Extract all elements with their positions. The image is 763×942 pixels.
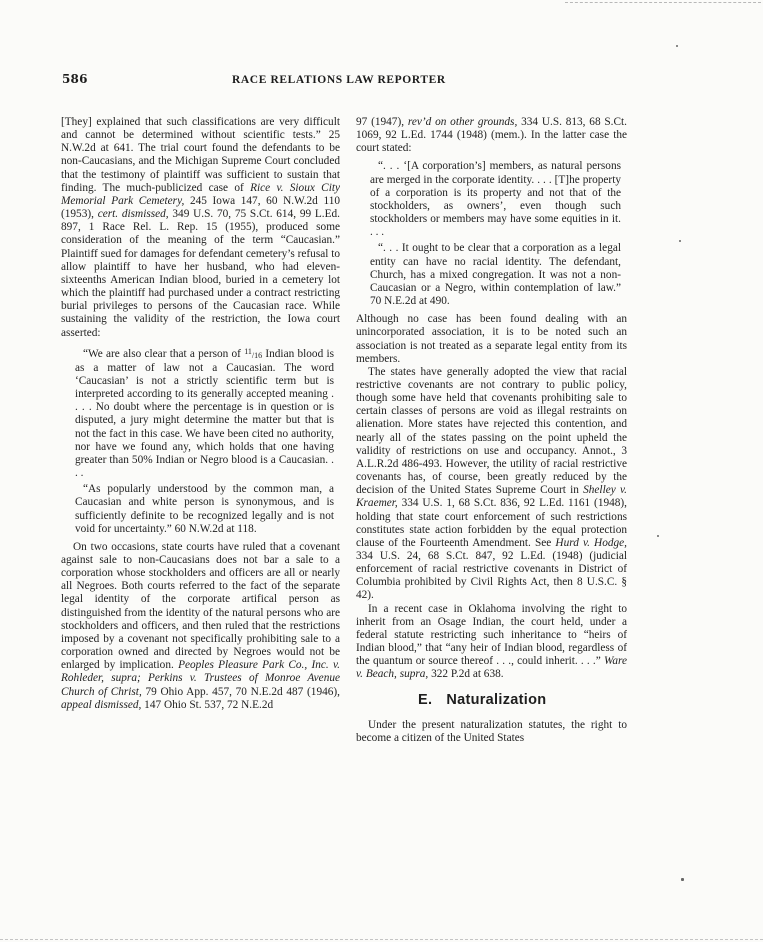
right-paragraph-1 [356, 116, 627, 155]
block-quote-iowa [61, 345, 340, 536]
text-run: 97 (1947), [356, 116, 408, 128]
scan-speck [681, 878, 684, 881]
top-scan-rule [565, 2, 761, 3]
procedural-history: appeal dismissed, [61, 698, 142, 711]
quote-paragraph: “We are also clear that a person of $^{11}$/16 Indian blood is as a matter of law not a Caucasian. The word ‘Caucasian’ is not a strictly scientific term but is interpreted according to its generally accepted meaning . . . . No doubt where the percentage is in question or is disputed, a jury might determine the matter but that is not the fact in this case. We have been cited no authority, nor have we found any, which holds that one having greater than 50% Indian or Negro blood is a Caucasian. . . . [75, 346, 334, 480]
text-run: 79 Ohio App. 457, 70 N.E.2d 487 (1946), [141, 685, 340, 698]
running-head: RACE RELATIONS LAW REPORTER [232, 74, 446, 86]
procedural-history: rev’d on other grounds, [407, 116, 518, 128]
right-paragraph-5: Under the present naturalization statutes, the right to become a citizen of the United States [356, 718, 627, 744]
fraction-numerator: 11 [244, 346, 252, 356]
text-run: [They] explained that such classifications are very difficult and cannot be determined without scientific tests.” 25 N.W.2d at 641. The trial court found the defendants to be non-Caucasians, and the Michigan Supreme Court concluded that the testimony of plaintiff was sufficient to sustain that finding. The much-publicized case of [61, 116, 340, 194]
left-paragraph-1 [61, 116, 340, 340]
text-run: 322 P.2d at 638. [428, 668, 504, 681]
fraction-denominator: 16 [254, 350, 263, 360]
quote-paragraph: “. . . It ought to be clear that a corporation as a legal entity can have no racial identity. The defendant, Church, has a mixed congregation. It was not a non-Caucasian or a Negro, within contemplation of law.” 70 N.E.2d at 490. [370, 242, 621, 308]
right-paragraph-2: Although no case has been found dealing with an unincorporated association, it is to be noted such an association is not treated as a separate legal entity from its members. [356, 313, 627, 365]
scan-speck [657, 535, 659, 537]
case-citation: Peoples Pleasure Park Co., Inc. v. Rohleder, supra; Perkins v. Trustees of Monroe Avenue Church of Christ, [61, 659, 340, 698]
text-run: 147 Ohio St. 537, 72 N.E.2d [141, 698, 274, 711]
text-run: 334 U.S. 1, 68 S.Ct. 836, 92 L.Ed. 1161 (1948), holding that state court enforcement of such restrictions constitutes state action forbidden by the equal protection clause of the Fourteenth Amendment. See [356, 497, 627, 549]
procedural-history: cert. dismissed, [97, 208, 169, 221]
block-quote-ohio [356, 160, 627, 308]
text-run: In a recent case in Oklahoma involving the right to inherit from an Osage Indian, the court held, under a federal statute restricting such inheritance to “heirs of Indian blood,” that “any heir of Indian blood, regardless of the quantum or source thereof . . ., could inherit. . . .” [356, 602, 627, 668]
right-paragraph-3 [356, 366, 627, 603]
scan-speck [679, 240, 681, 242]
section-letter: E. [418, 691, 433, 708]
quote-paragraph: “. . . ‘[A corporation’s] members, as natural persons are merged in the corporate identity. . . . [T]he property of a corporation is its property and not that of the stockholders, as owners’, even though such stockholders or members may have some equities in it. . . . [370, 160, 621, 239]
left-column [61, 116, 340, 712]
case-citation: Rice v. Sioux City Memorial Park Cemetery, [61, 181, 340, 207]
quote-paragraph: “As popularly understood by the common man, a Caucasian and white person is synonymous, and is sufficiently definite to be recognized legally and is not void for uncertainty.” 60 N.W.2d at 118. [75, 483, 334, 535]
right-column [356, 116, 627, 745]
page-number: 586 [62, 72, 88, 86]
text-run: Indian blood is as a matter of law not a Caucasian. The word ‘Caucasian’ is not a strictly scientific term but is interpreted according to its generally accepted meaning . . . . No doubt where the percentage is in question or is disputed, a jury might determine the matter but that is not the fact in this case. We have been cited no authority, nor have we found any, which holds that one having greater than 50% Indian or Negro blood is a Caucasian. . . . [75, 347, 334, 480]
text-run: 245 Iowa 147, 60 N.W.2d 110 (1953), [61, 194, 341, 221]
case-citation: Shelley v. Kraemer, [356, 484, 627, 510]
scan-speck [676, 45, 678, 47]
text-run: 334 U.S. 813, 68 S.Ct. 1069, 92 L.Ed. 1744 (1948) (mem.). In the latter case the court stated: [356, 116, 628, 155]
case-citation: Ware v. Beach, supra, [356, 655, 627, 681]
case-citation: Hurd v. Hodge, [555, 536, 627, 549]
bottom-scan-rule [0, 939, 763, 940]
text-run: “We are also clear that a person of [83, 347, 245, 360]
section-heading [418, 691, 627, 708]
text-run: The states have generally adopted the view that racial restrictive covenants are not contrary to public policy, though some have held that covenants prohibiting sale to certain classes of persons are void as illegal restraints on alienation. More states have rejected this contention, and nearly all of the states passing on the point upheld the validity of restrictions on use and occupancy. Annot., 3 A.L.R.2d 486-493. However, the utility of racial restrictive covenants has, of course, been greatly reduced by the decision of the United States Supreme Court in [356, 365, 627, 497]
left-paragraph-2 [61, 541, 340, 712]
text-run: 349 U.S. 70, 75 S.Ct. 614, 99 L.Ed. 897, 1 Race Rel. L. Rep. 15 (1955), produced some consideration of the meaning of the term “Caucasian.” Plaintiff sued for damages for defendant cemetery’s refusal to allow plaintiff to have her husband, who had eleven-sixteenths American Indian blood, buried in a cemetery lot which the plaintiff had purchased under a contract restricting burial privileges to persons of the Caucasian race. While sustaining the validity of the restriction, the Iowa court asserted: [61, 208, 340, 339]
text-run: 334 U.S. 24, 68 S.Ct. 847, 92 L.Ed. (1948) (judicial enforcement of racial restrictive covenants in District of Columbia prohibited by Civil Rights Act, then 8 U.S.C. § 42). [356, 550, 627, 602]
section-title: Naturalization [446, 691, 547, 708]
right-paragraph-4 [356, 603, 627, 682]
text-run: On two occasions, state courts have ruled that a covenant against sale to non-Caucasians does not bar a sale to a corporation whose stockholders and officers are all or nearly all Negroes. Both courts referred to the fact of the separate legal identity of the corporate artifical person as distinguished from the identity of the natural persons who are stockholders and officers, and then ruled that the restrictions imposed by a covenant not specifically prohibiting sale to a corporation owned and directed by Negroes would not be enlarged by implication. [61, 540, 340, 672]
